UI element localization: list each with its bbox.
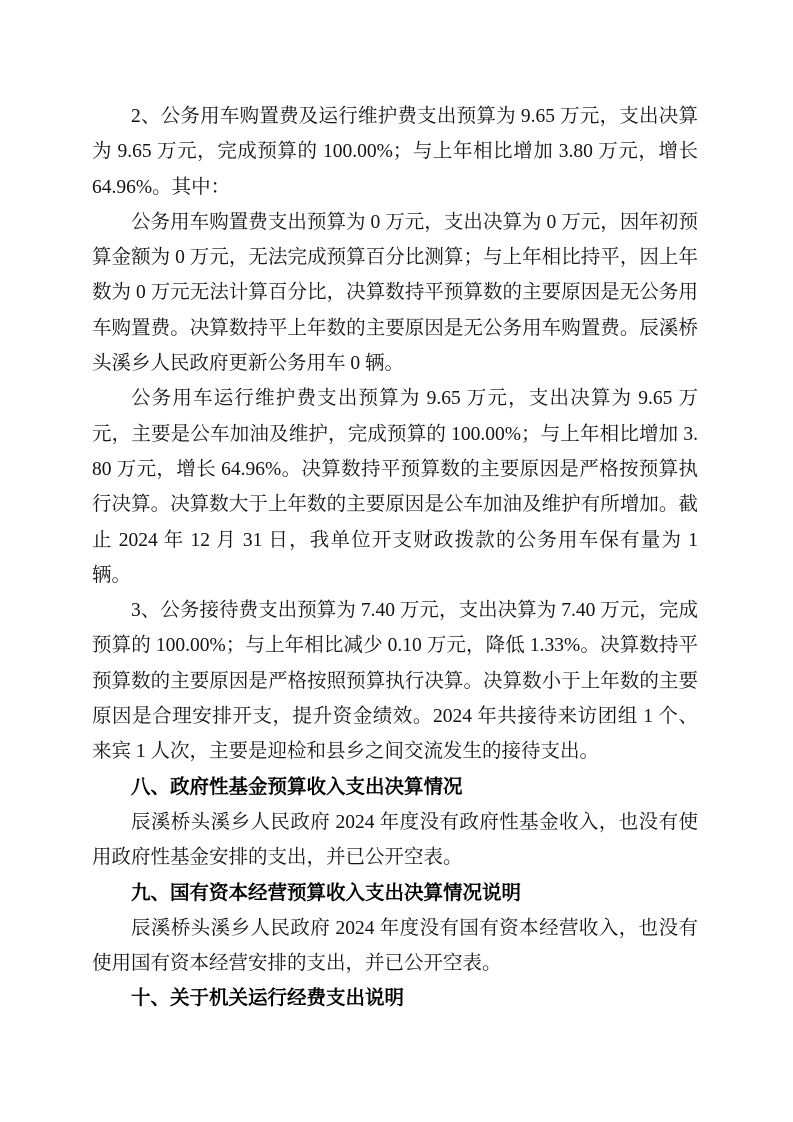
body-paragraph-vehicle-maintenance: 公务用车运行维护费支出预算为 9.65 万元，支出决算为 9.65 万元，主要是公车加油及维护，完成预算的 100.00%；与上年相比增加 3.80 万元，增长 64.96%。决算数持平预算数的主要原因是严格按预算执行决算。决算数大于上年数的主要原因是公车加油及维护有所增加。截止 2024 年 12 月 31 日，我单位开支财政拨款的公务用车保有量为 1 辆。 bbox=[92, 388, 698, 586]
body-paragraph-state-capital: 辰溪桥头溪乡人民政府 2024 年度没有国有资本经营收入，也没有使用国有资本经营安排的支出，并已公开空表。 bbox=[92, 917, 698, 975]
body-paragraph-official-reception: 3、公务接待费支出预算为 7.40 万元，支出决算为 7.40 万元，完成预算的 100.00%；与上年相比减少 0.10 万元，降低 1.33%。决算数持平预算数的主要原因是严格按照预算执行决算。决算数小于上年数的主要原因是合理安排开支，提升资金绩效。2024 年共接待来访团组 1 个、来宾 1 人次，主要是迎检和县乡之间交流发生的接待支出。 bbox=[92, 600, 698, 763]
section-heading-state-capital: 九、国有资本经营预算收入支出决算情况说明 bbox=[131, 881, 522, 904]
body-paragraph-vehicle-purchase: 公务用车购置费支出预算为 0 万元，支出决算为 0 万元，因年初预算金额为 0 万元，无法完成预算百分比测算；与上年相比持平，因上年数为 0 万元无法计算百分比，决算数持平预算数的主要原因是无公务用车购置费。决算数持平上年数的主要原因是无公务用车购置费。辰溪桥头溪乡人民政府更新公务用车 0 辆。 bbox=[92, 211, 698, 375]
body-paragraph-government-fund: 辰溪桥头溪乡人民政府 2024 年度没有政府性基金收入，也没有使用政府性基金安排的支出，并已公开空表。 bbox=[92, 811, 698, 869]
section-heading-government-fund: 八、政府性基金预算收入支出决算情况 bbox=[131, 775, 463, 798]
body-paragraph-vehicle-total: 2、公务用车购置费及运行维护费支出预算为 9.65 万元，支出决算为 9.65 万元，完成预算的 100.00%；与上年相比增加 3.80 万元，增长 64.96%。其中： bbox=[92, 106, 698, 198]
section-heading-operating-expenses: 十、关于机关运行经费支出说明 bbox=[131, 987, 405, 1010]
